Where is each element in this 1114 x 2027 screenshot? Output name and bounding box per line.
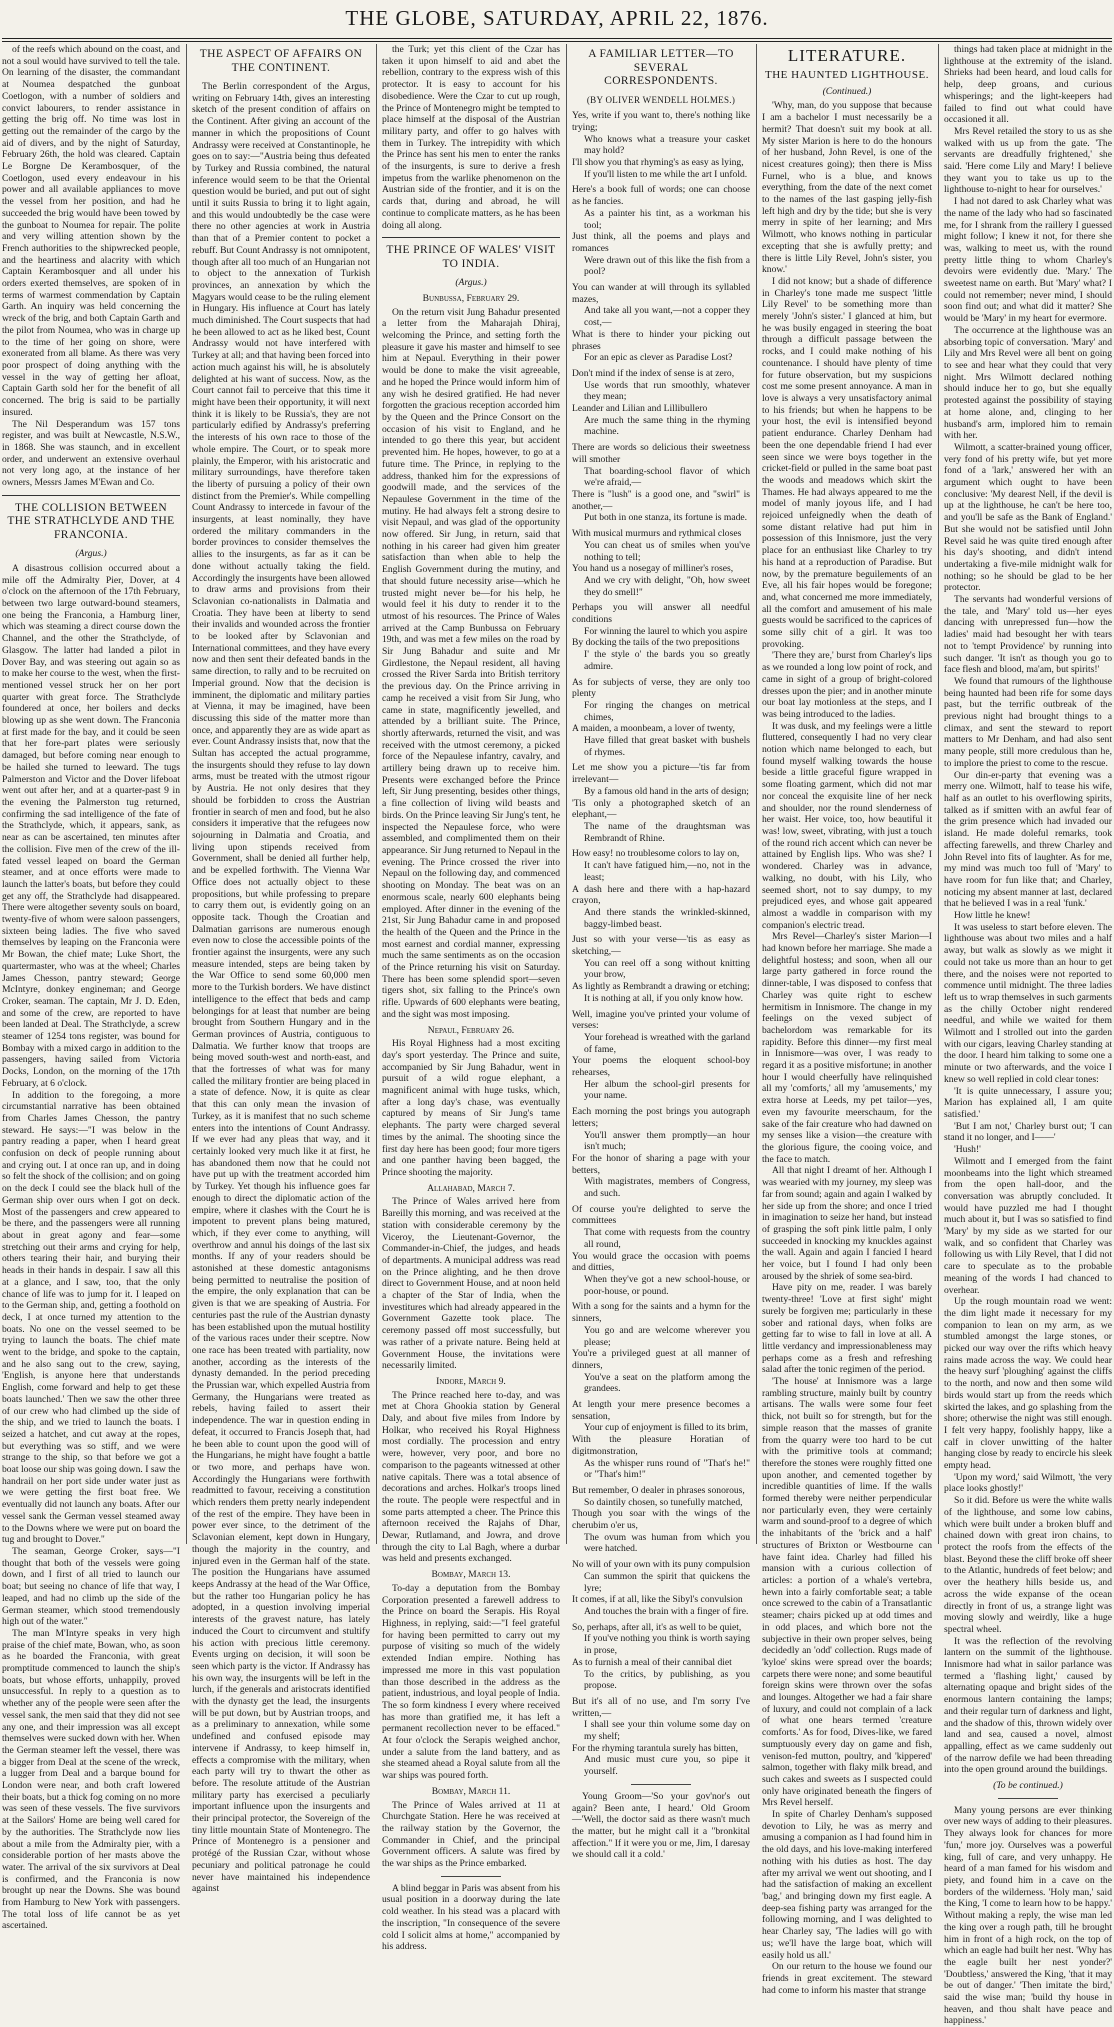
headline-prince-visit: THE PRINCE OF WALES' VISIT TO INDIA. xyxy=(386,244,556,270)
story-paragraph: 'But I am not,' Charley burst out; 'I can stand it no longer, and I——' xyxy=(944,1120,1112,1144)
poem-line: Who knows what a treasure your casket may hold? xyxy=(584,133,750,157)
poem-line: No will of your own with its puny compulsion xyxy=(572,1559,751,1571)
column-divider xyxy=(938,44,939,1544)
poem-line: It comes, if at all, like the Sibyl's convulsion xyxy=(572,1594,743,1606)
story-paragraph: Wilmott, a scatter-brained young officer, very fond of his pretty wife, but yet more fond of a 'lark,' answered her with an argument which ought to have been conclusive: 'My dearest Nell, if the devil is up at the lighthouse, he can't be here too, and you'll be safe as the Bank of England.' But she would not be satisfied until John Revel said he was quite tired enough after his day's shooting, and didn't intend undertaking a five-mile midnight walk for nothing; so he should be glad to be her protector. xyxy=(944,441,1112,594)
story-paragraph: Our din-er-party that evening was a merry one. Wilmott, half to tease his wife, half as an outlet to his overflowing spirits, talked as if smitten with an awful fear of the grim presence which had invaded our island. He made doleful remarks, took affecting farewells, and threw Charley and John Revel into fits of laughter. As for me, my mind was much too full of 'Mary' to have room for fun like that; and Charley, noticing my absent manner at last, declared that he believed I was in a real 'funk.' xyxy=(944,769,1112,910)
section-divider xyxy=(2,495,180,496)
masthead-rule-lower xyxy=(2,41,1112,42)
section-divider xyxy=(382,237,560,238)
story-paragraph: We found that rumours of the lighthouse being haunted had been rife for some days past, but the terrific outbreak of the previous night had brought things to a climax, and sent the steward to report matters to Mr Denham, and had also sent many people, still more credulous than he, to implore the priest to come to the rescue. xyxy=(944,675,1112,769)
poem-line: But remember, O dealer in phrases sonorous, xyxy=(572,1484,745,1496)
poem-line: At length your mere presence becomes a sensation, xyxy=(572,1399,750,1422)
poem-line: And touches the brain with a finger of fire. xyxy=(584,1605,749,1617)
story-paragraph: It was dusk, and my feelings were a little fluttered, consequently I had no very clear notion which name belonged to each, but found myself walking towards the house beside a little graceful figure wrapped in some floating garment, which did not mar nor conceal the exquisite line of her neck and shoulder, nor the round slenderness of her waist. Her voice, too, how beautiful it was! low, sweet, vibrating, with just a touch of the round rich accent which can never be attained by English lips. Who was she? I wondered. Charley was in advance, walking, no doubt, with his Lily, who seemed short, not to say dumpy, to my prejudiced eyes, and whose gait appeared almost a waddle in comparison with my companion's electric tread. xyxy=(762,720,932,931)
poem-line: There is "lush" is a good one, and "swirl" is another,— xyxy=(572,489,750,512)
poem-line: With a song for the saints and a hymn for the sinners, xyxy=(572,1301,750,1325)
poem-line: You can cheat us of smiles when you've nothing to tell; xyxy=(584,539,750,563)
story-paragraph: On our return to the house we found our friends in great excitement. The steward had come to inform his master that strange xyxy=(762,1961,932,1996)
column-divider xyxy=(376,44,377,1544)
poem-line: You can reel off a song without knitting your brow, xyxy=(584,957,750,981)
story-paragraph: things had taken place at midnight in the lighthouse at the extremity of the island. Shrieks had been heard, and loud calls for help, deep groans, and curious whisperings; and the light-keepers had failed to find out what could have occasioned it all. xyxy=(944,44,1112,126)
headline-collision: THE COLLISION BETWEEN THE STRATHCLYDE AND THE FRANCONIA. xyxy=(7,501,175,541)
poem-line: There are words so delicious their sweetness will smother xyxy=(572,442,750,465)
article-paragraph: The Berlin correspondent of the Argus, writing on February 14th, gives an interesting sketch of the present condition of affairs on the Continent. After giving an account of the manner in which the propositions of Count Andrassy were received at Constantinople, he goes on to say:—"Austria being thus defeated by Turkey and Russia combined, the natural inference would seem to be that the Oriental question would be buried, and put out of sight until it suits Russia to bring it to light again, and this would undoubtedly be the case were there no other agencies at work in Austria than that of a Premier content to pocket a rebuff. But Count Andrassy is not omnipotent, though after all too much of an Hungarian not to object to the annexation of Turkish provinces, an annexation by which the Magyars would cease to be the ruling element in Hungary. His influence at Court has lately much diminished. The Court suspects that had he been allowed to act as he liked best, Count Andrassy would not have interfered with Turkey at all; and that having been forced into action much against his will, he is absolutely delighted at his want of success. Now, as the Court cannot fail to perceive that this time it might have been their opportunity, it will next think it is likely to be Russia's, they are not particularly edified by Andrassy's preferring the interests of his own race to those of the whole empire. The Court, or to speak more plainly, the Emperor, with his aristocratic and military surroundings, have therefore taken the liberty of pursuing a policy of their own distinct from the Premier's. While compelling Count Andrassy to intercede in favour of the insurgents, at least nominally, they have ordered the military commanders in the border provinces to consider themselves the allies to the insurgents, as far as it can be done without actually taking the field. Accordingly the insurgents have been allowed to draw arms and provisions from their Sclavonian co-nationalists in Dalmatia and Croatia. They have been at liberty to send their invalids and wounded across the frontier to be looked after by Sclavonian and International committees, and they have every now and then sent their defeated bands in the same direction, to rally and to be recruited on Imperial ground. Now that the decision is imminent, the diplomatic and military parties at Vienna, it may be imagined, have been discussing this side of the matter more than once, and apparently they are as wide apart as ever. Count Andrassy insists that, now that the Sultan has accepted the actual programme, the insurgents should they refuse to lay down arms, must be treated with the utmost rigour by Austria. He not only desires that they should be forbidden to cross the Austrian frontier in search of men and food, but he also considers it imperative that the refugees now sojourning in Dalmatia and Croatia, and living upon stipends received from Government, shall be denied all further help, and be expelled forthwith. The Vienna War Office does not actually object to these propositions, but while professing to prepare to carry them out, is evidently going on an opposite tack. Though the Croatian and Dalmatian garrisons are numerous enough even now to close the accessible points of the frontier against the insurgents, were any such measure intended, steps are being taken by the War Office to send some 60,000 men more to the Turkish borders. We have distinct intelligence to the effect that beds and camp belongings for at least that number are being brought from Southern Hungary and in the German provinces of Austria, contiguous to Dalmatia. We further know that troops are being moved south-west and north-east, and that the fortresses of what was for many called the military frontier are being placed in a state of defence. Now, it is quite as clear that this can only mean the invasion of Turkey, as it is manifest that no such scheme enters into the intentions of Count Andrassy. If we ever had any pleas that way, and it certainly looked very much like it at first, he has abandoned them now that he could not have put up with the treatment accorded him by Turkey. Yet though his influence goes far enough to direct the diplomatic action of the empire, where it clashes with the Court he is impotent to prevent plans being matured, which, if they ever come to anything, will overthrow and annul his doings of the last six months. If any of your readers should be astonished at these domestic antagonisms being permitted to neutralise the position of the empire, the only explanation that can be given is that we are speaking of Austria. For centuries past the rule of the Austrian dynasty has been established upon the mutual hostility of the various races under their sceptre. Now one race has been treated with partiality, now another, according as the interests of the dynasty demanded. In the period preceding the Prussian war, which expelled Austria from Germany, the Hungarians were treated as rebels, having failed to assert their independence. The war in question ending in defeat, it occurred to Francis Joseph that, had he been able to count upon the good will of the Hungarians, he might have fought a battle or two more, and perhaps have won. Accordingly the Hungarians were forthwith readmitted to favour, receiving a constitution which renders them pretty nearly independent of the rest of the empire. They have been in power ever since, to the detriment of the Sclavonian element, kept down in Hungary, though the majority in the country, and injured even in the German half of the state. The position the Hungarians have assumed keeps Andrassy at the head of the War Office, but the rather too Hungarian policy he has adopted, in a question involving imperial interests of the gravest nature, has lately induced the Court to circumvent and stultify his action with precious little ceremony. Events urging on decision, it will soon be seen which party is the victor. If Andrassy has his own way, the insurgents will be left in the lurch, if the generals and aristocrats identified with the dynasty get the lead, the insurgents will be put down, but by Austrian troops, and as a preliminary to annexation, while some undefined and confused episode may intervene if Andrassy, to keep himself in, effects a compromise with the military, when each party will try to thwart the other as before. The resolute attitude of the Austrian military party has exercised a peculiarly important influence upon the insurgents and their principal protector, the Sovereign of the tiny little mountain State of Montenegro. The Prince of Montenegro is a pensioner and protégé of the Russian Czar, without whose pecuniary and political patronage he could never have maintained his independence against xyxy=(192,81,370,1895)
poem-line: Though you soar with the wings of the cherubim o'er us, xyxy=(572,1508,750,1532)
story-paragraph: It was the reflection of the revolving lantern on the summit of the lighthouse. Innismore had what in sailor parlance was termed a 'flashing light,' caused by alternating opaque and bright sides of the enormous lantern containing the lamps; and their regular turn of darkness and light, and the shadow of this, thrown widely over land and sea, caused a novel, almost appalling, effect as we came suddenly out of the narrow defile we had been threading into the open ground around the buildings. xyxy=(944,1635,1112,1776)
poem-line: Of course you're delighted to serve the committees xyxy=(572,1203,750,1227)
poem-line: As a painter his tint, as a workman his tool; xyxy=(584,207,750,231)
column-3 xyxy=(382,44,560,1953)
to-be-continued: (To be continued.) xyxy=(993,1780,1063,1792)
poem-line: But it's all of no use, and I'm sorry I've written,— xyxy=(572,1695,750,1719)
columns-container xyxy=(2,44,1112,2027)
poem-line: As to furnish a meal of their cannibal diet xyxy=(572,1656,732,1668)
poem-line: You're a privileged guest at all manner of dinners, xyxy=(572,1348,750,1371)
article-paragraph: The Prince of Wales arrived here from Bareilly this morning, and was received at the station with considerable ceremony by the Viceroy, the Lieutenant-Governor, the Commander-in-Chief, the judges, and heads of departments. A municipal address was read on the Prince alighting, and he then drove direct to Government House, and at noon held a chapter of the Star of India, when the investitures which had already appeared in the Government Gazette took place. The ceremony passed off most successfully, but was rather of a private nature. Being held at Government House, the invitations were necessarily limited. xyxy=(382,1196,560,1372)
poem-line: That boarding-school flavor of which we're afraid,— xyxy=(584,465,750,489)
poem-line: To the critics, by publishing, as you propose. xyxy=(584,1668,750,1692)
poem-line: A dash here and there with a hap-hazard crayon, xyxy=(572,883,750,907)
poem-line: Use words that run smoothly, whatever they mean; xyxy=(584,379,750,403)
dateline: Bunbussa, February 29. xyxy=(422,292,520,304)
article-source: (Argus.) xyxy=(75,548,107,560)
story-paragraph: Have pity on me, reader. I was barely twenty-three! 'Love at first sight' might surely be forgiven me; particularly in these sober and rational days, when folks are getting far to wise to fall in love at all. A little verdancy and impressionableness may perhaps come as a fresh and refreshing salad after the tonic regimen of the period. xyxy=(762,1282,932,1376)
headline-familiar-letter: A FAMILIAR LETTER—TO SEVERAL CORRESPONDENTS. xyxy=(588,48,734,87)
poem-line: Perhaps you will answer all needful conditions xyxy=(572,602,750,626)
poem-line: You can wander at will through its syllabled mazes, xyxy=(572,282,750,305)
article-paragraph: The seaman, George Croker, says—"I thought that both of the vessels were going down, and I first of all tried to launch our boat; but seeing no chance of life that way, I leaped, and had no climb up the side of the German steamer, which stood tremendously high out of the water." xyxy=(2,1545,180,1628)
poem-line: Have filled that great basket with bushels of rhymes. xyxy=(584,735,750,758)
poem-line: Just so with your verse—'tis as easy as sketching,— xyxy=(572,934,750,958)
poem-line: Each morning the post brings you autograph letters; xyxy=(572,1106,750,1129)
column-divider xyxy=(186,44,187,1544)
article-paragraph: Young Groom—'So your gov'nor's out again? Been ante, I heard.' Old Groom—'Well, the doctor said as there wasn't much the matter, but he might call it a "bronkital affection." If it were you or me, Jim, I daresay we should call it a cold.' xyxy=(572,1790,750,1861)
story-paragraph: 'There they are,' burst from Charley's lips as we rounded a long low point of rock, and came in sight of a group of bright-colored dresses upon the pier; and in another minute our boat lay motionless at the steps, and I was being introduced to the ladies. xyxy=(762,650,932,720)
story-paragraph: Mrs Revel—Charley's sister Marion—I had known before her marriage. She made a delightful hostess; and soon, when all our large party gathered in force round the dinner-table, I was disposed to confess that Charley was quite right to eschew hermitism in Innismore. The change in my feelings on the vexed subject of bachelordom was remarkable for its rapidity. Before this dinner—my first meal in Innismore—was over, I was ready to regard it as a positive misfortune; in another hour I would cheerfully have relinquished all my 'comforts,' all my 'amusements,' my extra horse at Leeds, my pet tailor—yes, even my favourite meerschaum, for the sake of the fair creature who had dawned on my senses like a vision—the creature with the glorious figure, the cooing voice, and the face to match. xyxy=(762,931,932,1165)
dateline: Allahabad, March 7. xyxy=(427,1182,515,1194)
poem-line: Leander and Lilian and Lillibullero xyxy=(572,403,708,415)
masthead-title: THE GLOBE, SATURDAY, APRIL 22, 1876. xyxy=(345,6,769,30)
poem-byline: (BY OLIVER WENDELL HOLMES.) xyxy=(586,94,736,105)
poem-line: For the rhyming tarantula surely has bitten, xyxy=(572,1742,738,1754)
column-5 xyxy=(762,44,932,1996)
article-paragraph: The Prince of Wales arrived at 11 at Churchgate Station. Here he was received at the railway station by the Governor, the Commander in Chief, and the principal Government officers. A salute was fired by the war ships as the Prince embarked. xyxy=(382,1799,560,1870)
story-paragraph: 'Why, man, do you suppose that because I am a bachelor I must necessarily be a hermit? That doesn't suit my book at all. My sister Marion is here to do the honours of her husband, John Revel, is one of the nicest creatures going); then there is Miss Furnel, who is a blue, and knows everything, from the date of the next comet to the names of the last gasping jelly-fish left high and dry by the tide; but she is very merry in spite of her learning; and Mrs Wilmott, who knows nothing in particular excepting that she is awfully pretty; and there is little Lily Revel, John's sister, you know.' xyxy=(762,100,932,276)
column-4 xyxy=(572,44,751,1861)
poem-line: By a famous old hand in the arts of design; xyxy=(584,785,749,797)
poem-line: Can summon the spirit that quickens the lyre; xyxy=(584,1570,750,1594)
poem-line: The ovum was human from which you were hatched. xyxy=(584,1531,750,1555)
poem-line: Were drawn out of this like the fish from a pool? xyxy=(584,254,750,278)
poem-line: For ringing the changes on metrical chimes, xyxy=(584,699,750,723)
short-divider xyxy=(998,1798,1058,1799)
story-paragraph: 'The house' at Innismore was a large rambling structure, mainly built by country artisans. The walls were some four feet thick, not built so for strength, but for the simple reason that the masses of granite from the quarry were too hard to be cut with the primitive tools at command; therefore the stones were roughly fitted one upon another, and cemented together by incredible quantities of lime. If the walls formed thereby were neither perpendicular nor particularly even, they were certainly warm and sound-proof to a degree of which the inhabitants of the 'brick and a half' structures of Brixton or Westbourne can have faint idea. Charley had filled his mansion with a curious collection of articles: a portion of a whale's vertebra, hewn into a fairly comfortable seat; a table once screwed to the cabin of a Transatlantic steamer; chairs picked up at odd times and in odd places, and which bore not the subjective in their own proper selves, being decidedly an 'odd' collection. Rugs made of 'kyloe' skins were spread over the boards; carpets there were none; and some beautiful foreign skins were thrown over the sofas and lounges. Altogether we had a fair share of luxury, and could not complain of a lack of what one hears termed 'creature comforts.' As for food, Dives-like, we fared sumptuously every day on game and fish, venison-fed mutton, poultry, and 'kippered' salmon, together with flaky milk bread, and such cakes and sweets as I suspected could only have originated beneath the fingers of Mrs Revel herself. xyxy=(762,1376,932,1809)
poem-line: As the whisper runs round of "That's he!" or "That's him!" xyxy=(584,1457,750,1481)
poem-line: Well, imagine you've printed your volume of verses: xyxy=(572,1008,750,1032)
poem-line: Yes, write if you want to, there's nothing like trying; xyxy=(572,110,750,133)
article-paragraph: In addition to the foregoing, a more circumstantial narrative has been obtained from Charles James Chesson, the pantry steward. He says:—"I was below in the pantry reading a paper, when I heard great confusion on deck of people running about and crying out. I at once ran up, and in doing so felt the shock of the collision; and on going on the deck I could see the black hull of the German ship over ours when I got on deck. Most of the passengers and crew appeared to be there, and the passengers were all running about in great agony and fear—some stretching out their arms and crying for help, others tearing their hair, and burying their heads in their hands in despair. I saw all this at a glance, and I saw, too, that the only chance of life was to jump for it. I leaped on to the German ship, and, getting a foothold on deck, I at once turned my attention to the boats. No one on the vessel seemed to be trying to launch the boats. The chief mate went to the bridge, and spoke to the captain, and he also sang out to the crew, saying, 'English, is anyone here that understands English, come forward and help to get these boats launched.' Then we saw the other three of our crew who had climbed up the side of the ship, and we tried to launch the boats. I seized a hatchet, and cut away at the ropes, but everything was so stiff, and we were strange to the ship, so that before we got a boat loose our ship was going down. I saw the handrail on her port side under water just as we were getting the first boat free. We eventually did not launch any boats. After our vessel sank the German vessel steamed away to the Downs where we were put on board the tug and brought to Dover." xyxy=(2,1089,180,1546)
poem-line: You've a seat on the platform among the grandees. xyxy=(584,1371,750,1395)
article-paragraph: A blind beggar in Paris was absent from his usual position in a doorway during the late cold weather. In his stead was a placard with the inscription, "In consequence of the severe cold I solicit alms at home," accompanied by his address. xyxy=(382,1882,560,1953)
poem-line: So daintily chosen, so tunefully matched, xyxy=(584,1496,743,1508)
poem-line: With the pleasure Horatian of digitmonstration, xyxy=(572,1434,750,1457)
story-paragraph: Up the rough mountain road we went: the dim light made it necessary for my companion to lean on my arm, as we stumbled amongst the large stones, or picked our way over the rifts which heavy rains made across the way. We could hear the heavy surf 'ploughing' against the cliffs to the north, and now and then some wild birds would start up from the reeds which skirted the lakes, and go splashing from the shore; otherwise the night was still enough. I felt very happy, foolishly happy, like a calf in clover unwitting of the halter hanging close by ready to encircle his sleek empty head. xyxy=(944,1296,1112,1472)
poem-line: That come with requests from the country all round, xyxy=(584,1227,750,1250)
section-title-literature: LITERATURE. xyxy=(787,46,907,65)
article-source: (Argus.) xyxy=(455,277,487,289)
dateline: Bombay, March 11. xyxy=(431,1785,511,1797)
story-paragraph: In spite of Charley Denham's supposed devotion to Lily, he was as merry and amusing a companion as I had found him in the old days, and his love-making interfered nothing with his duties as host. The day after my arrival we went out shooting, and I had the satisfaction of making an excellent 'bag,' and bringing down my first eagle. A deep-sea fishing party was arranged for the following morning, and I was delighted to hear Charley say, 'The ladies will go with us; we'll have the large boat, which will easily hold us all.' xyxy=(762,1809,932,1961)
poem-line: What is there to hinder your picking out phrases xyxy=(572,328,750,352)
poem-line: Just think, all the poems and plays and romances xyxy=(572,231,750,254)
poem-line: You go and are welcome wherever you please; xyxy=(584,1324,750,1348)
story-paragraph: 'Upon my word,' said Wilmott, 'the very place looks ghostly!' xyxy=(944,1471,1112,1495)
poem-line: I shall see your thin volume some day on my shelf; xyxy=(584,1719,750,1743)
article-paragraph: The Prince reached here to-day, and was met at Chora Ghookia station by General Daly, and about five miles from Indore by Holkar, who received his Royal Highness most cordially. The procession and entry were, however, very poor, and bore no comparison to the pageants witnessed at other native capitals. There was a total absence of decorations and arches. Holkar's troops lined the route. The people were respectful and in some parts attempted a cheer. The Prince this afternoon received the Rajahs of Dhar, Dewar, Rutlamand, and Jowra, and drove through the city to Lal Bagh, where a durbar was held and presents exchanged. xyxy=(382,1389,560,1565)
poem-line: 'Tis only a photographed sketch of an elephant,— xyxy=(572,797,750,821)
poem-line: So, perhaps, after all, it's as well to be quiet, xyxy=(572,1621,742,1633)
poem-line: Your cup of enjoyment is filled to its brim, xyxy=(584,1422,748,1434)
poem-line: It can't have fatigued him,—no, not in the least; xyxy=(584,860,750,883)
poem-line: Your forehead is wreathed with the garland of fame, xyxy=(584,1031,750,1055)
story-paragraph: 'It is quite unnecessary, I assure you; Marion has explained all, I am quite satisfied.' xyxy=(944,1085,1112,1120)
poem-line: By docking the tails of the two prepositions xyxy=(572,637,740,649)
story-paragraph: Mrs Revel retailed the story to us as she walked with us up from the gate. 'The servants are dreadfully frightened,' she said. 'Here come Lily and Mary! I believe they want you to take us up to the lighthouse to-night to hear for ourselves.' xyxy=(944,125,1112,196)
story-paragraph: So it did. Before us were the white walls of the lighthouse, and some low cabins, which were built under a broken bluff and chained down with great iron chains, to protect the roofs from the effects of the blast. Beyond these the cliff broke off sheer to the Atlantic, hundreds of feet below; and over the heathery hills beside us, and across the wide expanse of the ocean directly in front of us, a strange light was moving slowly and weirdly, like a huge spectral wheel. xyxy=(944,1495,1112,1635)
story-paragraph: How little he knew! xyxy=(954,910,1031,922)
column-6 xyxy=(944,44,1112,2027)
story-paragraph: 'Hush!' xyxy=(954,1144,981,1156)
poem-line: You hand us a nosegay of milliner's roses, xyxy=(572,563,734,575)
poem-line: And music must cure you, so pipe it yourself. xyxy=(584,1754,750,1778)
dateline: Indore, March 9. xyxy=(436,1375,506,1387)
poem-line: The name of the draughtsman was Rembrandt of Rhine. xyxy=(584,820,750,844)
poem-line: If you'll listen to me while the art I unfold. xyxy=(584,168,748,180)
article-paragraph: On the return visit Jung Bahadur presented a letter from the Maharajah Dhiraj, welcoming the Prince, and setting forth the pleasure it gave his master and himself to see him at Nepaul. Everything in their power would be done to make the visit agreeable, and he hoped the Prince would inform him of any wish he desired gratified. He had never forgotten the gracious reception accorded him by the Queen and the Prince Consort on the occasion of his visit to England, and he intended to go there this year, but accident prevented him. He hopes, however, to go at a future time. The Prince, in replying to the address, thanked him for the expressions of goodwill made, and the services of the Nepaulese Government in the time of the mutiny. He had always felt a strong desire to visit Nepaul, and was glad of the opportunity now offered. Sir Jung, in return, said that nothing in his career had given him greater satisfaction than when able to help the English Government during the mutiny, and that should future necessity arise—which he trusted might never be—for his help, he would feel it his duty to render it to the utmost of his resources. The Prince of Wales arrived at the Camp Bunbussa on February 19th, and was met a few miles on the road by Sir Jung Bahadur and suite and Mr Girdlestone, the Nepaul resident, all having crossed the River Sarda into British territory the previous day. On the Prince arriving in camp he received a visit from Sir Jung, who came in state, magnificently jewelled, and attended by a brilliant suite. The Prince, shortly afterwards, returned the visit, and was received with the utmost ceremony, a picked force of the Nepaulese infantry, cavalry, and artillery being drawn up to receive him. Presents were exchanged before the Prince left, Sir Jung presenting, besides other things, a fine collection of living wild beasts and birds. On the Prince leaving Sir Jung's tent, he inspected the Nepaulese force, who were assembled, and complimented them on their appearance. Sir Jung returned to Nepaul in the evening. The Prince crossed the river into Nepaul on the following day, and commenced shooting on Monday. The beat was on an enormous scale, nearly 600 elephants being employed. After dinner in the evening of the 21st, Sir Jung Bahadur came in and proposed the health of the Queen and the Prince in the most earnest and cordial manner, expressing much the same sentiments as on the occasion of the Prince returning his visit on Saturday. There has been some splendid sport—seven tigers shot, six falling to the Prince's own rifle. Upwards of 600 elephants were beating, and the sight was most imposing. xyxy=(382,306,560,1020)
poem-line: When they've got a new school-house, or poor-house, or pound. xyxy=(584,1274,750,1297)
poem-line: You'll answer them promptly—an hour isn't much; xyxy=(584,1129,750,1153)
poem-line: With musical murmurs and rythmical closes xyxy=(572,528,742,540)
short-divider xyxy=(441,1876,501,1877)
article-paragraph: of the reefs which abound on the coast, and not a soul would have survived to tell the tale. On learning of the disaster, the commandant at Noumea despatched the gunboat Coetlogon, with a number of soldiers and convict labourers, to render assistance in getting the brig off. No time was lost in getting out the remainder of the cargo by the aid of divers, and by the night of Saturday, February 26th, the hold was cleared. Captain Le Borgne De Kerambosquer, of the Coetlogon, used every endeavour in his power and all available appliances to move the vessel from her position, and had he succeeded the brig would have been towed by the gunboat to Noumea for repair. The polite and very willing attention shown by the French authorities to the shipwrecked people, and the heartiness and alacrity with which Captain Kerambosquer and all under his orders exerted themselves, are spoken of in terms of warmest commendation by Captain Garth. An inquiry was held concerning the wreck of the brig, and both Captain Garth and the pilot from Noumea, who was in charge up to the time of her going on shore, were exonerated from all blame. As there was very poor prospect of doing anything with the vessel in the way of getting her afloat, Captain Garth sold her for the benefit of all concerned. The brig is said to be partially insured. xyxy=(2,44,180,418)
poem-line: It is nothing at all, if you only know how. xyxy=(584,992,743,1004)
poem-line: Don't mind if the index of sense is at zero, xyxy=(572,367,735,379)
article-paragraph: the Turk; yet this client of the Czar has taken it upon himself to aid and abet the rebellion, contrary to the express wish of this protector. It is easy to account for his disobedience. Were the Czar to cut up rough, the Prince of Montenegro might be tempted to place himself at the disposal of the Austrian military party, and offer to go halves with them in Turkey. The intrepidity with which the Prince has sent his men to enter the ranks of the insurgents, is sure to derive a fresh impetus from the warlike phenomenon on the Austrian side of the frontier, and it is on the cards that, during and abroad, he will continue to complicate matters, as he has been doing all along. xyxy=(382,44,560,231)
column-2 xyxy=(192,44,370,1895)
poem-line: And take all you want,—not a copper they cost,— xyxy=(584,305,750,329)
story-paragraph: All that night I dreamt of her. Although I was wearied with my journey, my sleep was far from sound; again and again I walked by her side up from the shore; and once I tried in imagination to seize her hand, but instead of grasping the soft pink little palm, I only succeeded in knocking my knuckles against the wall. Again and again I fancied I heard her voice, but I found I had only been aroused by the shriek of some sea-bird. xyxy=(762,1165,932,1282)
article-paragraph: To-day a deputation from the Bombay Corporation presented a farewell address to the Prince on board the Serapis. His Royal Highness, in replying, said:—"I feel grateful for having been permitted to carry out my purpose of visiting so much of the widely extended Indian empire. Nothing has impressed me more in this vast population than those described in the address as the patient, industrious, and loyal people of India. The so form kindness I every where received has more than gratified me, it has left a permanent recollection never to be effaced." At four o'clock the Serapis weighed anchor, under a salute from the land battery, and as she steamed ahead a Royal salute from all the war ships was poured forth. xyxy=(382,1582,560,1782)
poem-line: And we cry with delight, "Oh, how sweet they do smell!" xyxy=(584,574,750,598)
poem-line: I' the style o' the bards you so greatly admire. xyxy=(584,649,750,672)
poem-line: If you've nothing you think is worth saying in prose, xyxy=(584,1633,750,1657)
poem-line: With magistrates, members of Congress, and such. xyxy=(584,1176,750,1200)
poem-line: Are much the same thing in the rhyming machine. xyxy=(584,414,750,438)
poem-line: As for subjects of verse, they are only too plenty xyxy=(572,676,750,700)
poem-line: I'll show you that rhyming's as easy as lying, xyxy=(572,157,744,169)
poem-line: You would grace the occasion with poems and ditties, xyxy=(572,1250,750,1274)
story-paragraph: I had not dared to ask Charley what was the name of the lady who had so fascinated me, for I shrank from the raillery I guessed might follow; I knew it not, for there she was, walking to meet us, with the round pretty little thing to whom Charley's devoirs were evidently due. 'Mary.' The sweetest name on earth. But 'Mary' what? I could not remember; never mind, I should soon find out; and what did it matter? She would be 'Mary' in my heart for evermore. xyxy=(944,196,1112,325)
poem-line: For an epic as clever as Paradise Lost? xyxy=(584,352,733,364)
column-1 xyxy=(2,44,180,1932)
story-paragraph: I did not know; but a shade of difference in Charley's tone made me suspect 'little Lily Revel' to be something more than merely 'John's sister.' I glanced at him, but he was busily engaged in steering the boat through a difficult passage between the rocks, and I could make nothing of his countenance. I should have plenty of time for future observation, but my suspicions cost me some present annoyance. A man in love is always a very unsatisfactory animal to his friends; but when he happens to be your host, the evil is intensified beyond patient endurance. Charley Denham had been the one dependable friend I had ever seen since we were boys together in the cricket-field or pulled in the same boat past the woods and meadows which skirt the Thames. He had always appeared to me the model of manly joyous life, and I had rejoiced unfeignedly when the death of some distant relative had put him in possession of this Innismore, just the very place for an enthusiast like Charley to try his hand at a reproduction of Paradise. But now, by the premature beguilements of an Eve, all his fair hopes would be foregone; and, what concerned me more immediately, all the comfort and amusement of his male guests would be sacrificed to the caprices of some silly chit of a girl. It was too provoking. xyxy=(762,275,932,650)
article-paragraph: The Nil Desperandum was 157 tons register, and was built at Newcastle, N.S.W., in 1868. She was staunch, and in excellent order, and underwent an extensive overhaul not very long ago, at the instance of her owners, Messrs James M'Ewan and Co. xyxy=(2,418,180,489)
column-divider xyxy=(756,44,757,1544)
masthead-rule xyxy=(2,38,1112,39)
article-paragraph: His Royal Highness had a most exciting day's sport yesterday. The Prince and suite, accompanied by Sir Jung Bahadur, went in pursuit of a wild rogue elephant, a magnificent animal with huge tusks, which, after a long day's chase, was eventually captured by means of Sir Jung's tame elephants. The party were charged several times by the animal. The shooting since the first day here has been good; four more tigers and one panther having been bagged, the Prince shooting the majority. xyxy=(382,1038,560,1178)
poem-line: Her album the school-girl presents for your name. xyxy=(584,1078,750,1102)
article-paragraph: A disastrous collision occurred about a mile off the Admiralty Pier, Dover, at 4 o'clock on the afternoon of the 17th February, between two large outward-bound steamers, one being the Franconia, a Hamburg liner, which was steaming a direct course down the Channel, and the other the Strathclyde, of Glasgow. The latter had landed a pilot in Dover Bay, and was steering out again so as to make her course to the west, when the first-mentioned vessel struck her on her port quarter with great force. The Strathclyde foundered at once, her boilers and decks blowing up as she went down. The Franconia at first made for the bay, and it could be seen that her fore-part plates were seriously damaged, but before coming near enough to be hailed she turned to leeward. The tugs Palmerston and Victor and the Dover lifeboat went out after her, and at a quarter-past 9 in the evening the Palmerston tug returned, confirming the sad intelligence of the fate of the Strathclyde, which, it appears, sank, as near as can be ascertained, ten minutes after the collision. Five men of the crew of the ill-fated vessel leaped on board the German steamer, and at once efforts were made to launch the latter's boats, but before they could get any off, the Strathclyde had disappeared. There were altogether seventy souls on board, twenty-five of whom were saloon passengers, sixteen being ladies. The five who saved themselves by leaping on the Franconia were Mr Bowan, the chief mate; Luke Short, the quartermaster, who was at the wheel; Charles James Chesson, pantry steward; George McIntyre, donkey engineman; and George Croker, seaman. The captain, Mr J. D. Eden, and some of the crew, are reported to have been landed at Deal. The Strathclyde, a screw steamer of 1254 tons register, was bound for Bombay with a mixed cargo in addition to the passengers, having sailed from Victoria Docks, London, on the morning of the 17th February, at 6 o'clock. xyxy=(2,562,180,1089)
poem-line: Here's a book full of words; one can choose as he fancies. xyxy=(572,184,750,208)
story-title: THE HAUNTED LIGHTHOUSE. xyxy=(765,69,929,81)
headline-continent: THE ASPECT OF AFFAIRS ON THE CONTINENT. xyxy=(199,48,363,74)
poem-body xyxy=(572,110,750,1778)
poem-line: How easy! no troublesome colors to lay on, xyxy=(572,848,740,860)
story-paragraph: It was useless to start before eleven. The lighthouse was about two miles and a half away, but walk as slowly as we might it could not take us more than an hour to get there, and the noises were not reported to commence until midnight. The three ladies left us to wrap themselves in such garments as the chilly October night rendered needful, and while we waited for them Wilmott and I strolled out into the garden with our cigars, leaving Charley standing at the door. I heard him talking to some one a minute or two afterwards, and the voice I knew so well replied in cold clear tones: xyxy=(944,921,1112,1085)
poem-line: As lightly as Rembrandt a drawing or etching; xyxy=(572,981,750,993)
dateline: Bombay, March 13. xyxy=(431,1569,511,1581)
story-continued: (Continued.) xyxy=(822,85,872,97)
poem-line: For the honor of sharing a page with your betters, xyxy=(572,1152,750,1176)
story-paragraph: The occurrence at the lighthouse was an absorbing topic of conversation. 'Mary' and Lily and Mrs Revel were all bent on going to see and hear what they could that very night. Mrs Wilmott declared nothing should induce her to go, but she equally protested against the possibility of staying at home alone, and, clinging to her husband's arm, implored him to remain with her. xyxy=(944,324,1112,442)
story-paragraph: Wilmott and I emerged from the faint moonbeams into the light which streamed from the open hall-door, and the conversation was abruptly concluded. It would have puzzled me had I thought much about it, but I was so satisfied to find 'Mary' by my side as we started for our walk, and so confident that Charley was following us with Lily Revel, that I did not care to speculate as to the probable meaning of the words I had chanced to overhear. xyxy=(944,1155,1112,1296)
dateline: Nepaul, February 26. xyxy=(427,1024,515,1036)
column-divider xyxy=(566,44,567,1544)
poem-line: Put both in one stanza, its fortune is made. xyxy=(584,512,748,524)
poem-line: A maiden, a moonbeam, a lover of twenty, xyxy=(572,723,735,735)
story-paragraph: The servants had wonderful versions of the tale, and 'Mary' told us—her eyes dancing with unrepressed fun—how the ladies' maid had besought her with tears not to 'tempt Providence' by running into such danger. 'It isn't as though you go to face flesh and blood, ma'am, but spirits!' xyxy=(944,594,1112,676)
article-paragraph: The man M'Intyre speaks in very high praise of the chief mate, Bowan, who, as soon as he boarded the Franconia, with great promptitude commenced to launch the ship's boats, but whose efforts, unhappily, proved unsuccessful. In reply to a question as to whether any of the people were seen after the vessel sank, the men said that they did not see any one, and their impression was all except themselves were sucked down with her. When the German steamer left the vessel, there was a bigger from Deal at the scene of the wreck, a lugger from Deal and a barque bound for London were near, and both craft lowered their boats, but a thick fog coming on no more was seen of these vessels. The five survivors at the Sailors' Home are being well cared for by the authorities. The Strathclyde now lies about a mile from the Admiralty pier, with a considerable portion of her masts above the water. The arrival of the six survivors at Deal is confirmed, and the Franconia is now brought up near the Downs. She was bound from Hamburg to New York with passengers. The total loss of life cannot be as yet ascertained. xyxy=(2,1627,180,1932)
poem-line: For winning the laurel to which you aspire xyxy=(584,625,748,637)
poem-line: Your poems the eloquent school-boy rehearses, xyxy=(572,1055,750,1079)
poem-line: And there stands the wrinkled-skinned, baggy-limbed beast. xyxy=(584,906,750,930)
poem-line: Let me show you a picture—'tis far from irrelevant— xyxy=(572,762,750,786)
short-divider xyxy=(631,1784,691,1785)
article-paragraph: Many young persons are ever thinking over new ways of adding to their pleasures. They always look for chances for more 'fun,' more joy. Ourselves was a powerful king, full of care, and very unhappy. He heard of a man famed for his wisdom and piety, and found him in a cave on the borders of the wilderness. 'Holy man,' said the King, 'I come to learn how to be happy.' Without making a reply, the wise man led the king over a rough path, till he brought him in front of a high rock, on the top of which an eagle had built her nest. 'Why has the eagle built her nest yonder?' 'Doubtless,' answered the King, 'that it may be out of danger.' 'Then imitate the bird,' said the wise man; 'build thy house in heaven, and thou shalt have peace and happiness.' xyxy=(944,1804,1112,2027)
